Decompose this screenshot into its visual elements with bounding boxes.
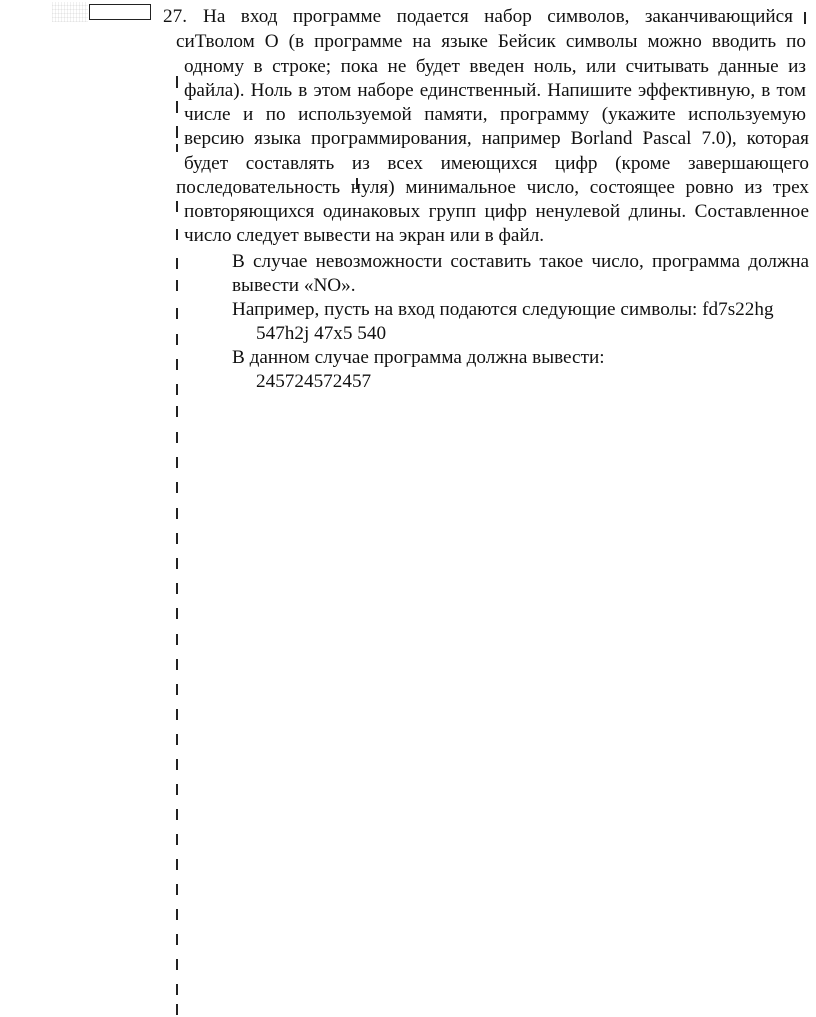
problem-line-1: На вход программе подается набор символов, заканчивающийся: [203, 6, 793, 27]
problem-line-9: повторяющихся одинаковых групп цифр ненулевой длины. Составленное: [184, 201, 809, 222]
no-case-line-2: вывести «NO».: [232, 275, 356, 296]
problem-line-2: сиТволом О (в программе на языке Бейсик символы можно вводить по: [176, 31, 806, 52]
output-value: 245724572457: [256, 371, 372, 392]
problem-line-3: одному в строке; пока не будет введен ноль, или считывать данные из: [184, 56, 806, 77]
scan-noise: [52, 2, 88, 22]
answer-box: [89, 4, 151, 20]
no-case-line-1: В случае невозможности составить такое число, программа должна: [232, 251, 809, 272]
example-intro: Например, пусть на вход подаются следующие символы: fd7s22hg: [232, 299, 774, 320]
output-intro: В данном случае программа должна вывести:: [232, 347, 605, 368]
example-input-continued: 547h2j 47x5 540: [256, 323, 387, 344]
problem-number: 27.: [163, 6, 187, 27]
problem-line-5: числе и по используемой памяти, программу (укажите используемую: [184, 104, 806, 125]
problem-line-10: число следует вывести на экран или в файл.: [184, 225, 545, 246]
problem-line-8: последовательность нуля) минимальное число, состоящее ровно из трех: [176, 177, 809, 198]
problem-line-7: будет составлять из всех имеющихся цифр (кроме завершающего: [184, 153, 809, 174]
problem-line-6: версию языка программирования, например Borland Pascal 7.0), которая: [184, 128, 809, 149]
problem-line-4: файла). Ноль в этом наборе единственный. Напишите эффективную, в том: [184, 80, 806, 101]
